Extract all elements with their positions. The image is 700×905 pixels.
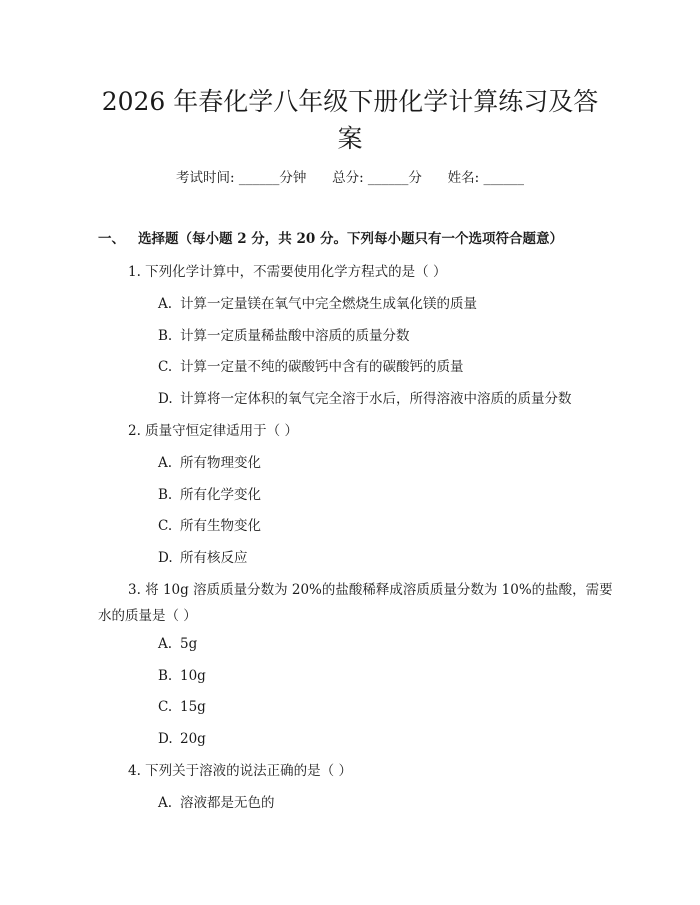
option-letter: D. [158,391,173,407]
section-number: 一、 [98,231,125,247]
option-item [158,389,572,409]
option-letter: A. [158,636,173,652]
option-letter: B. [158,668,173,684]
page-title: 2026 年春化学八年级下册化学计算练习及答 [101,87,599,116]
option-item [158,453,261,473]
section-text: 选择题（每小题 2 分，共 20 分。下列每小题只有一个选项符合题意） [138,231,563,247]
option-text: 计算将一定体积的氧气完全溶于水后，所得溶液中溶质的质量分数 [180,391,572,407]
section-heading [98,229,563,249]
option-letter: B. [158,487,173,503]
option-letter: B. [158,328,173,344]
option-letter: D. [158,550,173,566]
option-item [158,485,261,505]
option-text: 5g [180,636,198,652]
option-text: 20g [180,731,206,747]
option-text: 溶液都是无色的 [180,795,275,811]
option-item [158,548,248,568]
question-stem: 2. 质量守恒定律适用于（ ） [128,423,298,439]
option-text: 计算一定量镁在氧气中完全燃烧生成氧化镁的质量 [180,296,477,312]
page-title-continued: 案 [337,124,363,153]
option-item [158,357,464,377]
option-text: 10g [180,668,206,684]
option-letter: C. [158,699,173,715]
option-text: 计算一定量不纯的碳酸钙中含有的碳酸钙的质量 [180,359,464,375]
question-stem: 4. 下列关于溶液的说法正确的是（ ） [128,763,352,779]
question-stem-line: 3. 将 10g 溶质质量分数为 20%的盐酸稀释成溶质质量分数为 10%的盐酸，需要 [128,582,613,598]
option-letter: A. [158,795,173,811]
option-letter: C. [158,518,173,534]
option-text: 所有物理变化 [180,455,261,471]
option-item [158,326,410,346]
option-letter: A. [158,296,173,312]
option-text: 所有核反应 [180,550,248,566]
option-letter: D. [158,731,173,747]
option-item [158,294,477,314]
question-stem: 1. 下列化学计算中，不需要使用化学方程式的是（ ） [128,264,447,280]
option-item [158,666,206,686]
option-text: 计算一定质量稀盐酸中溶质的质量分数 [180,328,410,344]
option-text: 15g [180,699,206,715]
option-text: 所有生物变化 [180,518,261,534]
option-item [158,516,261,536]
option-item [158,634,197,654]
question-stem-line: 水的质量是（ ） [98,608,197,624]
option-item [158,729,206,749]
option-letter: C. [158,359,173,375]
exam-meta-line: 考试时间: ______分钟 总分: ______分 姓名: ______ [175,170,524,186]
option-item [158,697,206,717]
option-text: 所有化学变化 [180,487,261,503]
option-letter: A. [158,455,173,471]
option-item [158,793,275,813]
